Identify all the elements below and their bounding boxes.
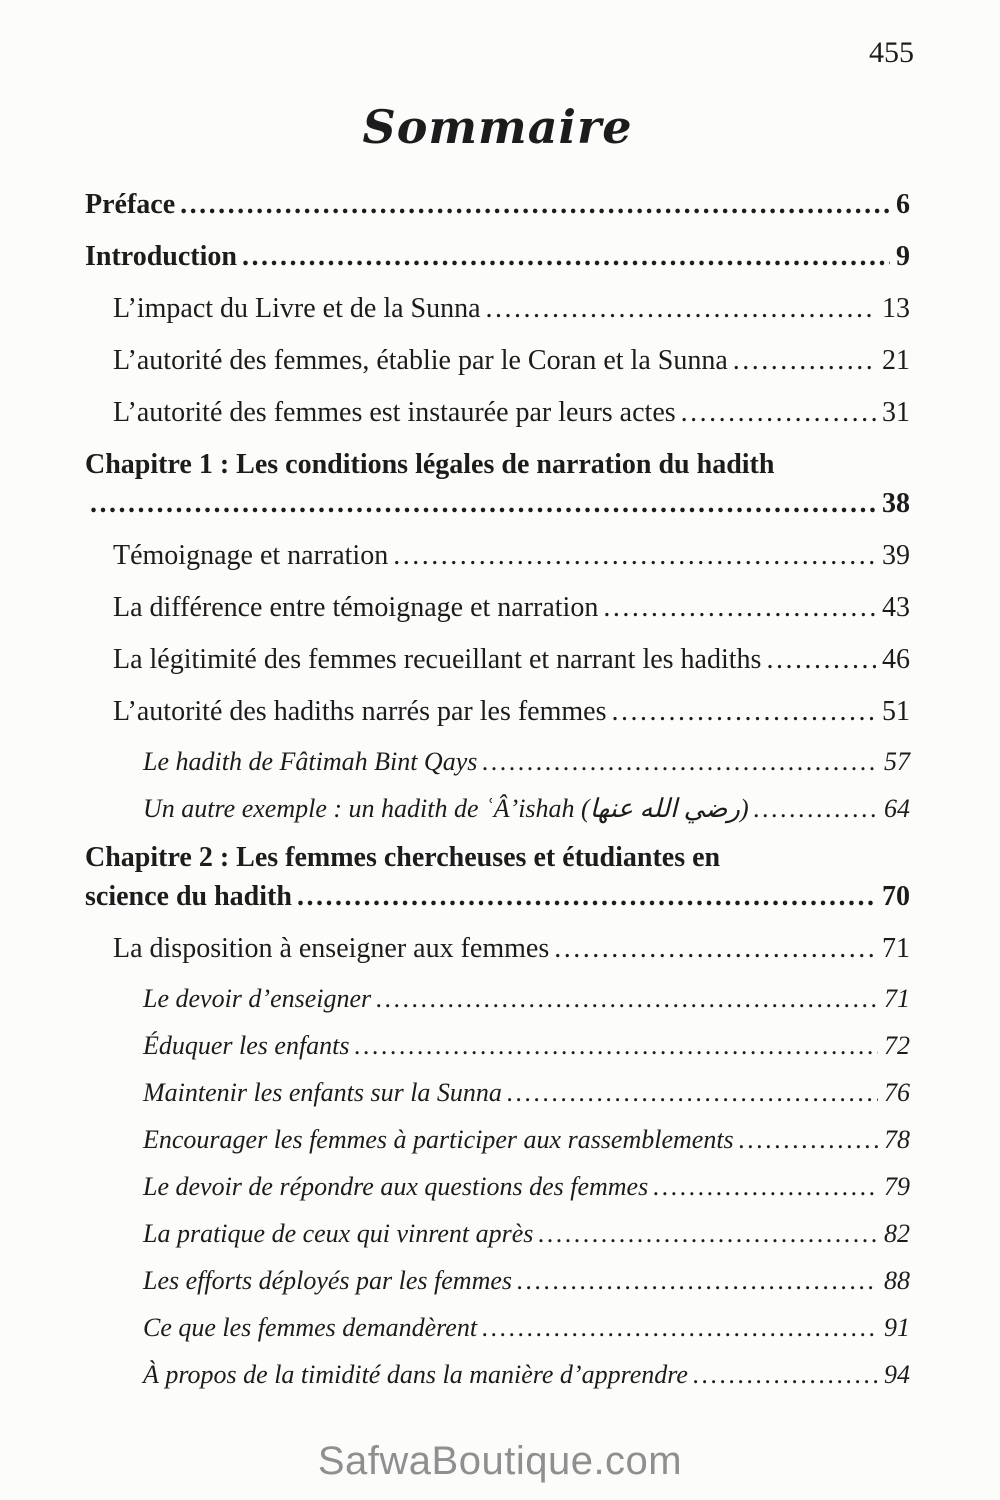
toc-entry-page: 91 <box>884 1312 910 1342</box>
toc-entry-page: 88 <box>884 1265 910 1295</box>
toc-entry-page: 21 <box>882 344 910 376</box>
dot-leader <box>766 644 876 675</box>
toc-entry-label: Préface <box>85 188 176 220</box>
toc-entry <box>113 933 910 964</box>
toc-entry-label: Les efforts déployés par les femmes <box>143 1265 513 1295</box>
toc-entry-label: Encourager les femmes à participer aux rassemblements <box>143 1124 734 1154</box>
toc-entry-label: À propos de la timidité dans la manière d’apprendre <box>143 1359 688 1389</box>
toc-entry-label: Le hadith de Fâtimah Bint Qays <box>143 746 478 776</box>
toc-entry-page: 78 <box>884 1124 910 1154</box>
toc-entry-label: Ce que les femmes demandèrent <box>143 1312 478 1342</box>
toc-entry-page: 51 <box>882 695 910 727</box>
toc-entry-label: Le devoir d’enseigner <box>143 983 372 1013</box>
dot-leader <box>554 933 876 964</box>
dot-leader <box>739 1126 878 1154</box>
toc-entry <box>143 1079 910 1107</box>
toc-entry <box>85 189 910 220</box>
toc-list <box>85 189 910 1389</box>
dot-leader <box>603 592 876 623</box>
toc-entry-label: L’autorité des femmes est instaurée par leurs actes <box>113 396 676 428</box>
toc-entry-label: Chapitre 2 : Les femmes chercheuses et étudiantes en <box>85 841 721 873</box>
dot-leader <box>517 1267 878 1295</box>
toc-entry-label: Maintenir les enfants sur la Sunna <box>143 1077 502 1107</box>
toc-entry-label: La légitimité des femmes recueillant et narrant les hadiths <box>113 643 762 675</box>
toc-entry-page: 71 <box>882 932 910 964</box>
dot-leader <box>486 293 876 324</box>
toc-entry <box>85 241 910 272</box>
toc-entry-label: La disposition à enseigner aux femmes <box>113 932 550 964</box>
toc-entry <box>85 842 910 873</box>
dot-leader <box>242 241 890 272</box>
toc-entry <box>113 345 910 376</box>
toc-entry-page: 6 <box>896 188 910 220</box>
toc-entry <box>143 748 910 776</box>
dot-leader <box>355 1032 878 1060</box>
toc-entry <box>143 795 910 823</box>
dot-leader <box>681 397 876 428</box>
dot-leader <box>733 345 876 376</box>
toc-entry <box>143 1361 910 1389</box>
dot-leader <box>180 189 890 220</box>
toc-entry-page: 82 <box>884 1218 910 1248</box>
toc-entry-page: 70 <box>882 880 910 912</box>
toc-entry <box>143 1220 910 1248</box>
dot-leader <box>482 1314 878 1342</box>
toc-entry-page: 9 <box>896 240 910 272</box>
toc-entry-label: Témoignage et narration <box>113 539 389 571</box>
toc-entry <box>85 449 910 480</box>
toc-entry-page: 46 <box>882 643 910 675</box>
dot-leader <box>693 1361 878 1389</box>
dot-leader <box>297 881 876 912</box>
dot-leader <box>376 985 878 1013</box>
toc-entry <box>85 881 910 912</box>
toc-entry-page: 38 <box>882 487 910 519</box>
toc-entry-page: 94 <box>884 1359 910 1389</box>
toc-entry <box>113 540 910 571</box>
dot-leader <box>754 795 878 823</box>
toc-entry-page: 79 <box>884 1171 910 1201</box>
toc-entry-label: Un autre exemple : un hadith de ʿÂ’ishah (رضي الله عنها) <box>143 793 749 823</box>
toc-entry-page: 64 <box>884 793 910 823</box>
toc-entry <box>113 696 910 727</box>
toc-entry-label: Chapitre 1 : Les conditions légales de narration du hadith <box>85 448 775 480</box>
toc-entry <box>143 1173 910 1201</box>
dot-leader <box>611 696 876 727</box>
toc-entry-label: La pratique de ceux qui vinrent après <box>143 1218 534 1248</box>
toc-entry-page: 71 <box>884 983 910 1013</box>
toc-entry <box>113 397 910 428</box>
dot-leader <box>653 1173 878 1201</box>
toc-entry-label: L’impact du Livre et de la Sunna <box>113 292 481 324</box>
toc-entry-label: Éduquer les enfants <box>143 1030 350 1060</box>
toc-entry-page: 76 <box>884 1077 910 1107</box>
toc-entry-page: 13 <box>882 292 910 324</box>
toc-entry <box>143 1267 910 1295</box>
dot-leader <box>482 748 878 776</box>
toc-entry-label: Introduction <box>85 240 237 272</box>
toc-entry-page: 39 <box>882 539 910 571</box>
dot-leader <box>538 1220 878 1248</box>
toc-entry-label: L’autorité des hadiths narrés par les femmes <box>113 695 607 727</box>
toc-entry <box>143 1032 910 1060</box>
toc-entry-label: L’autorité des femmes, établie par le Coran et la Sunna <box>113 344 728 376</box>
toc-entry-label: science du hadith <box>85 880 292 912</box>
toc-entry <box>143 1314 910 1342</box>
watermark: SafwaBoutique.com <box>317 1439 683 1483</box>
dot-leader <box>507 1079 878 1107</box>
toc-entry <box>113 293 910 324</box>
toc-entry-page: 43 <box>882 591 910 623</box>
toc-entry <box>143 1126 910 1154</box>
toc-entry-label: La différence entre témoignage et narration <box>113 591 599 623</box>
toc-entry <box>85 488 910 519</box>
dot-leader <box>90 488 876 519</box>
toc-entry-page: 31 <box>882 396 910 428</box>
toc-entry-page: 72 <box>884 1030 910 1060</box>
toc-entry <box>113 592 910 623</box>
toc-entry <box>143 985 910 1013</box>
toc-entry-page: 57 <box>884 746 910 776</box>
dot-leader <box>393 540 876 571</box>
page-number: 455 <box>869 36 914 69</box>
toc-title: Sommaire <box>362 100 633 154</box>
toc-entry <box>113 644 910 675</box>
toc-entry-label: Le devoir de répondre aux questions des femmes <box>143 1171 649 1201</box>
